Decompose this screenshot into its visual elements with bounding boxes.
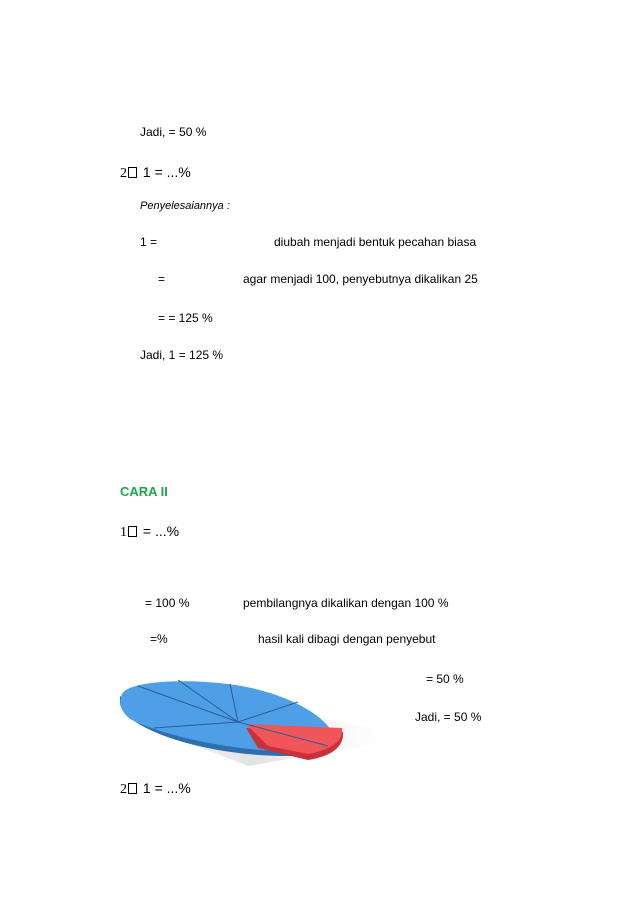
- missing-glyph-icon: [128, 167, 137, 178]
- step-3: = = 125 %: [158, 311, 213, 325]
- pie-chart-illustration: [118, 676, 393, 768]
- missing-glyph-icon: [128, 526, 137, 537]
- step-1-left: 1 =: [140, 235, 158, 249]
- problem-expression: = ...%: [139, 523, 180, 539]
- cara2-step-1-left: = 100 %: [145, 596, 190, 610]
- cara2-conclusion: Jadi, = 50 %: [415, 710, 482, 724]
- cara2-step-1-note: pembilangnya dikalikan dengan 100 %: [243, 596, 449, 610]
- cara2-result: = 50 %: [426, 672, 464, 686]
- problem-expression: 1 = ...%: [139, 164, 191, 180]
- conclusion-line: Jadi, = 50 %: [140, 125, 207, 139]
- problem-number: 1: [120, 525, 127, 540]
- problem-number: 2: [120, 782, 127, 797]
- problem-1: [120, 524, 179, 540]
- problem-number: 2: [120, 166, 127, 181]
- solution-label: Penyelesaiannya :: [140, 200, 230, 212]
- missing-glyph-icon: [128, 783, 137, 794]
- step-1-note: diubah menjadi bentuk pecahan biasa: [274, 235, 477, 249]
- section-heading: CARA II: [120, 484, 168, 499]
- step-2-left: =: [158, 272, 166, 286]
- cara2-step-2-left: =%: [150, 632, 168, 646]
- cara2-step-2-note: hasil kali dibagi dengan penyebut: [258, 632, 436, 646]
- problem-expression: 1 = ...%: [139, 780, 191, 796]
- cara2-problem-2: [120, 781, 191, 797]
- problem-2: [120, 165, 191, 181]
- step-2-note: agar menjadi 100, penyebutnya dikalikan 25: [243, 272, 478, 286]
- conclusion: Jadi, 1 = 125 %: [140, 348, 224, 362]
